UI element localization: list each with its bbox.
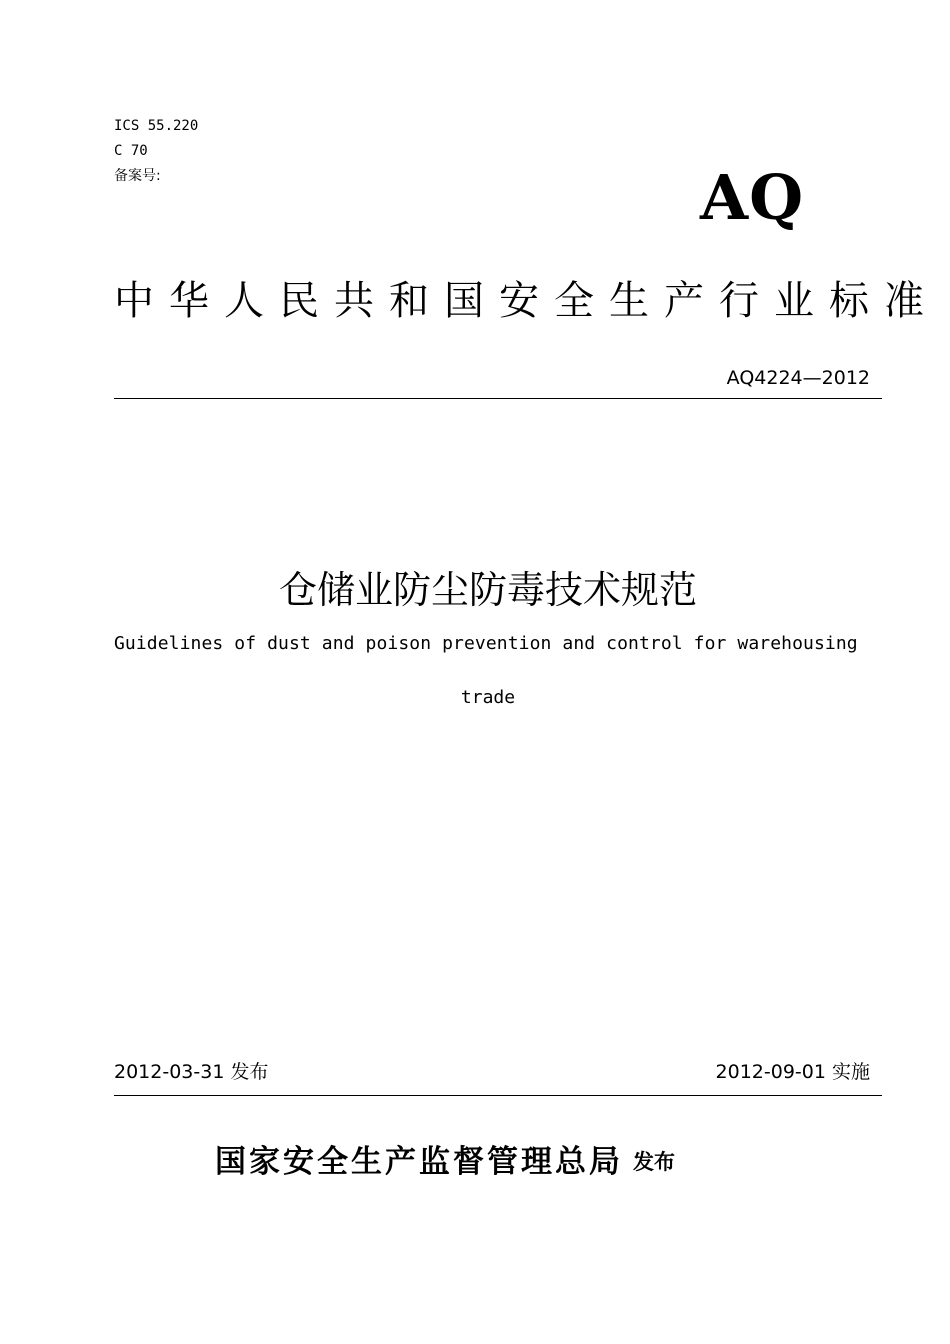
issue-date: 2012-03-31 发布 [114,1061,269,1083]
header-divider [114,398,882,399]
standard-number: AQ4224—2012 [726,367,870,389]
document-title-english-line1: Guidelines of dust and poison prevention and control for warehousing [114,633,858,654]
footer-divider [114,1095,882,1096]
publisher-suffix: 发布 [633,1150,675,1174]
implementation-date: 2012-09-01 实施 [715,1061,870,1083]
aq-logo: AQ [700,161,805,234]
document-title-chinese: 仓储业防尘防毒技术规范 [278,568,697,612]
record-number-label: 备案号: [114,168,161,184]
ccs-code: C 70 [114,143,148,159]
document-title-english-line2: trade [460,687,516,708]
publisher-name: 国家安全生产监督管理总局 [215,1144,623,1180]
standard-category-title: 中华人民共和国安全生产行业标准 [114,278,939,324]
publisher [215,1140,675,1184]
ics-code: ICS 55.220 [114,118,199,134]
